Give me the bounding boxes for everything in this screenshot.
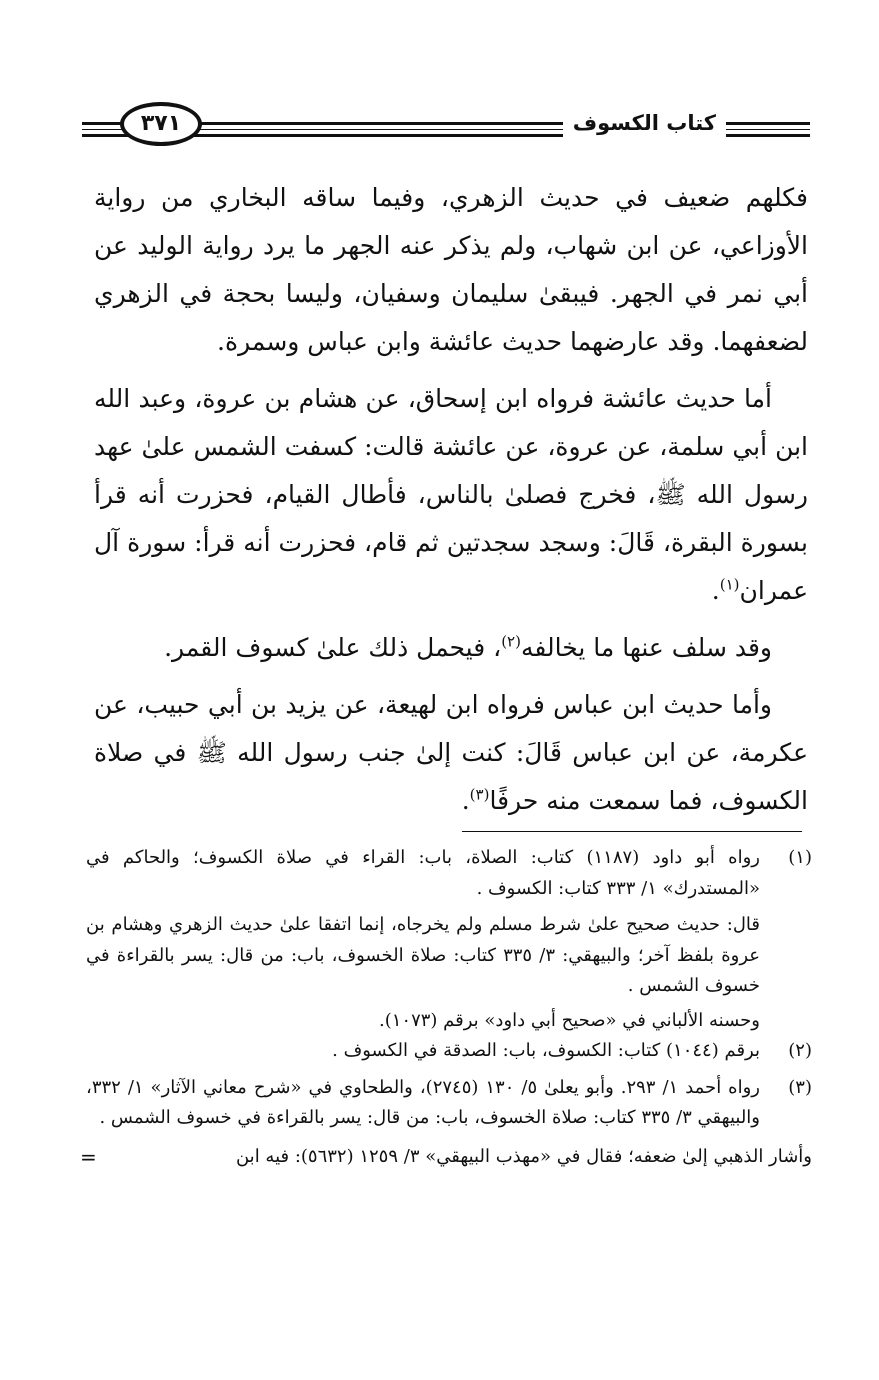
period: . bbox=[711, 576, 720, 605]
paragraph bbox=[94, 624, 808, 672]
chapter-title: كتاب الكسوف bbox=[563, 108, 726, 138]
paragraph bbox=[94, 681, 808, 825]
footnote-text: برقم (١٠٤٤) كتاب: الكسوف، باب: الصدقة في الكسوف . bbox=[332, 1040, 760, 1061]
footnote-separator bbox=[462, 831, 802, 832]
paragraph-text: وقد سلف عنها ما يخالفه bbox=[520, 633, 772, 662]
paragraph bbox=[94, 375, 808, 615]
footnote-text: رواه أبو داود (١١٨٧) كتاب: الصلاة، باب: القراء في صلاة الكسوف؛ والحاكم في «المستدرك» ١/ ٣٣٣ كتاب: الكسوف . bbox=[86, 847, 760, 899]
period: . bbox=[461, 786, 470, 815]
footnotes bbox=[80, 843, 812, 1172]
footnote-marker: (١) bbox=[719, 575, 740, 594]
footnote-continuation: قال: حديث صحيح علىٰ شرط مسلم ولم يخرجاه، إنما اتفقا علىٰ حديث الزهري وهشام بن عروة بلفظ آخر؛ والبيهقي: ٣/ ٣٣٥ كتاب: صلاة الخسوف، باب: من قال: يسر بالقراءة في خسوف الشمس . bbox=[86, 914, 760, 996]
main-text bbox=[94, 174, 808, 834]
footnote-item bbox=[86, 1073, 812, 1134]
paragraph-text: وأما حديث ابن عباس فرواه ابن لهيعة، عن يزيد بن أبي حبيب، عن عكرمة، عن ابن عباس قَالَ: كنت إلىٰ جنب رسول الله ﷺ في صلاة الكسوف، فما سمعت منه حرفًا bbox=[94, 690, 808, 815]
footnote-item bbox=[86, 1036, 812, 1067]
paragraph bbox=[94, 174, 808, 366]
footnote-continuation: وحسنه الألباني في «صحيح أبي داود» برقم (١٠٧٣). bbox=[379, 1009, 760, 1031]
footnote-number: (٢) bbox=[788, 1040, 812, 1061]
continued-mark: = bbox=[80, 1144, 97, 1169]
footnote-item bbox=[86, 843, 812, 904]
footnote-marker: (٣) bbox=[469, 785, 490, 804]
footnote-marker: (٢) bbox=[501, 632, 521, 651]
footnote-text: رواه أحمد ١/ ٢٩٣. وأبو يعلىٰ ٥/ ١٣٠ (٢٧٤٥)، والطحاوي في «شرح معاني الآثار» ١/ ٣٣٢، والبيهقي ٣/ ٣٣٥ كتاب: صلاة الخسوف، باب: من قال: يسر بالقراءة في خسوف الشمس . bbox=[86, 1076, 760, 1128]
footnote-last-line bbox=[80, 1142, 812, 1173]
page-number: ٣٧١ bbox=[140, 111, 182, 136]
footnote-number: (١) bbox=[788, 847, 812, 868]
page-header bbox=[82, 96, 810, 166]
paragraph-text: أما حديث عائشة فرواه ابن إسحاق، عن هشام بن عروة، وعبد الله ابن أبي سلمة، عن عروة، عن عائشة قالت: كسفت الشمس علىٰ عهد رسول الله ﷺ، فخرج فصلىٰ بالناس، فأطال القيام، فحزرت أنه قرأ بسورة البقرة، قَالَ: وسجد سجدتين ثم قام، فحزرت أنه قرأ: سورة آل عمران bbox=[94, 384, 808, 605]
page-number-oval bbox=[120, 102, 202, 146]
footnote-text: وأشار الذهبي إلىٰ ضعفه؛ فقال في «مهذب البيهقي» ٣/ ١٢٥٩ (٥٦٣٢): فيه ابن bbox=[235, 1145, 812, 1167]
paragraph-text: ، فيحمل ذلك علىٰ كسوف القمر. bbox=[164, 633, 502, 662]
paragraph-text: فكلهم ضعيف في حديث الزهري، وفيما ساقه البخاري من رواية الأوزاعي، عن ابن شهاب، ولم يذكر عنه الجهر ما يرد رواية الوليد عن أبي نمر في الجهر. فيبقىٰ سليمان وسفيان، وليسا بحجة في الزهري لضعفهما. وقد عارضهما حديث عائشة وابن عباس وسمرة. bbox=[94, 183, 808, 356]
footnote-number: (٣) bbox=[788, 1076, 812, 1098]
